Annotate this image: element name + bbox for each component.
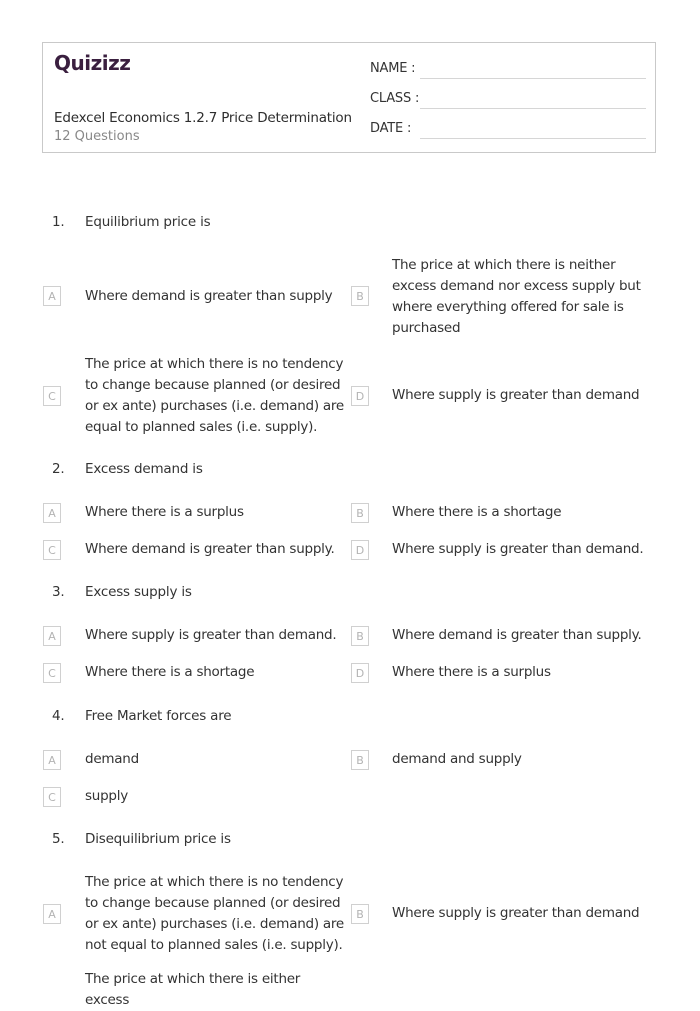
option-text: supply <box>85 788 128 804</box>
question-number: 4. <box>52 708 65 724</box>
option-text: Where supply is greater than demand. <box>85 627 337 643</box>
option-letter: A <box>43 750 61 770</box>
question-number: 3. <box>52 584 65 600</box>
option-text: Where supply is greater than demand. <box>392 541 644 557</box>
worksheet-header <box>42 42 656 153</box>
option-letter: A <box>43 286 61 306</box>
option-letter: A <box>43 503 61 523</box>
option-letter: C <box>43 386 61 406</box>
option-letter: D <box>351 386 369 406</box>
option-text: The price at which there is either excess <box>85 971 301 1008</box>
option-letter: D <box>351 663 369 683</box>
class-label: CLASS : <box>370 91 420 106</box>
date-line[interactable] <box>420 138 646 139</box>
question-text: Disequilibrium price is <box>85 831 231 847</box>
option-letter: B <box>351 750 369 770</box>
quizizz-logo: Quizizz <box>54 51 131 75</box>
question-number: 5. <box>52 831 65 847</box>
option-letter: C <box>43 663 61 683</box>
option-text: The price at which there is no tendency to change because planned (or desired or ex ante) purchases (i.e. demand) are equal to planned sales (i.e. supply). <box>85 356 344 435</box>
option-letter: C <box>43 787 61 807</box>
option-text: Where there is a surplus <box>85 504 244 520</box>
worksheet-title: Edexcel Economics 1.2.7 Price Determination <box>54 110 352 126</box>
option-text: The price at which there is neither excess demand nor excess supply but where everything offered for sale is purchased <box>392 257 641 336</box>
option-letter: B <box>351 503 369 523</box>
option-letter: D <box>351 540 369 560</box>
question-text: Excess demand is <box>85 461 203 477</box>
option-letter: A <box>43 626 61 646</box>
option-text: Where supply is greater than demand <box>392 905 640 921</box>
question-count: 12 Questions <box>54 129 140 144</box>
option-text: demand <box>85 751 139 767</box>
option-text: Where supply is greater than demand <box>392 387 640 403</box>
option-letter: B <box>351 286 369 306</box>
name-field[interactable] <box>370 59 646 89</box>
question-number: 1. <box>52 214 65 230</box>
question-text: Excess supply is <box>85 584 192 600</box>
option-text: Where there is a shortage <box>392 504 562 520</box>
class-line[interactable] <box>420 108 646 109</box>
option-letter: C <box>43 540 61 560</box>
name-label: NAME : <box>370 61 416 76</box>
question-text: Equilibrium price is <box>85 214 211 230</box>
student-fields <box>370 59 646 149</box>
name-line[interactable] <box>420 78 646 79</box>
option-letter: B <box>351 904 369 924</box>
option-text: Where demand is greater than supply. <box>85 541 335 557</box>
option-letter: B <box>351 626 369 646</box>
date-label: DATE : <box>370 121 412 136</box>
option-text: Where there is a surplus <box>392 664 551 680</box>
option-text: Where there is a shortage <box>85 664 255 680</box>
question-text: Free Market forces are <box>85 708 232 724</box>
class-field[interactable] <box>370 89 646 119</box>
option-text: Where demand is greater than supply. <box>392 627 642 643</box>
date-field[interactable] <box>370 119 646 149</box>
option-text: Where demand is greater than supply <box>85 288 333 304</box>
option-letter: A <box>43 904 61 924</box>
question-number: 2. <box>52 461 65 477</box>
option-text: demand and supply <box>392 751 522 767</box>
option-text: The price at which there is no tendency to change because planned (or desired or ex ante) purchases (i.e. demand) are not equal to planned sales (i.e. supply). <box>85 874 344 953</box>
